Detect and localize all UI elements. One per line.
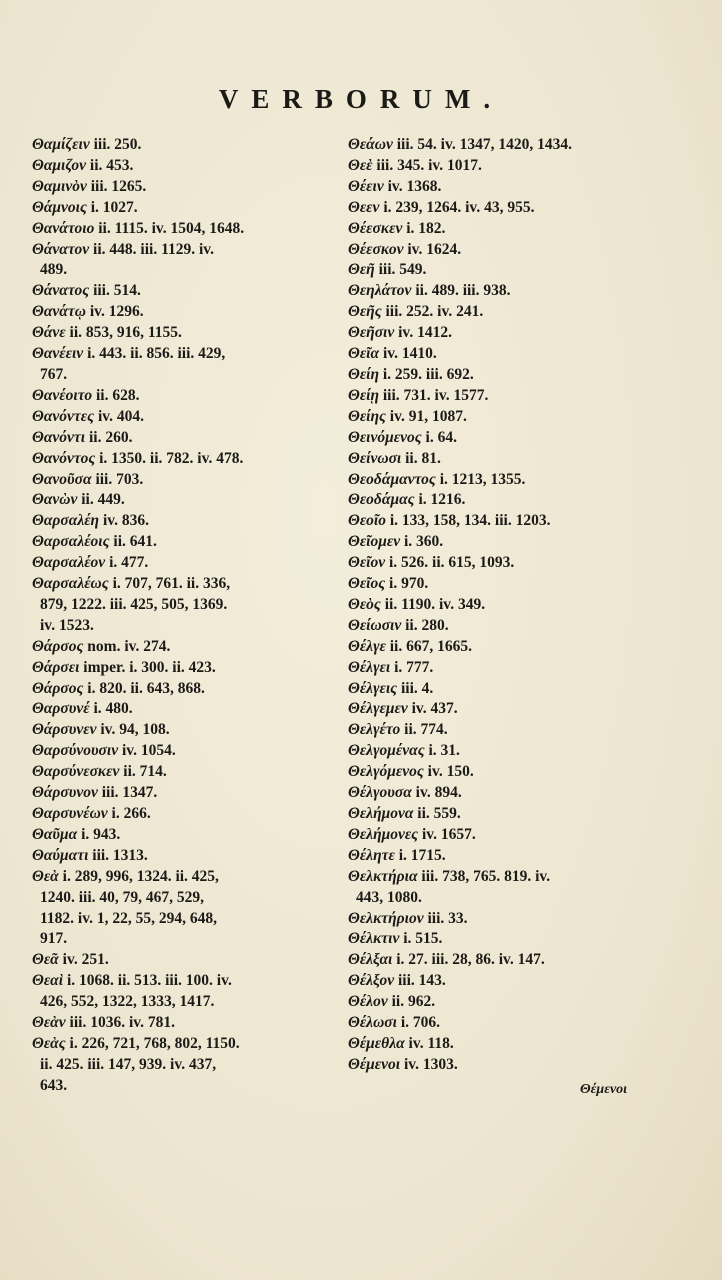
entry-references: i. 515. [403,930,443,948]
entry-headword: Θαμινὸν [32,177,87,195]
entry-references: i. 1216. [418,491,466,509]
index-entry [348,762,654,783]
entry-headword: Θελγέτο [348,721,401,739]
index-entry [32,302,330,323]
index-entry [348,909,654,930]
entry-references: iv. 404. [97,407,145,425]
entry-headword: Θαμιζον [32,156,87,174]
entry-headword: Θαρσαλέοις [32,533,110,551]
index-entry [32,804,330,825]
entry-references: iv. 94, 108. [100,721,170,739]
index-entry [348,595,654,616]
entry-references: ii. 962. [391,993,436,1011]
index-entry [348,428,654,449]
index-entry [32,386,330,407]
entry-headword: Θέλγεμεν [348,700,408,718]
entry-headword: Θελήμονα [348,805,414,822]
entry-headword: Θέμεθλα [348,1034,405,1052]
index-entry [348,637,654,658]
entry-references: ii. 453. [89,156,134,174]
index-entry [348,741,654,762]
entry-headword: Θεὸς [348,595,381,613]
entry-headword: Θάρσυνεν [32,721,97,739]
entry-references: ii. 489. iii. 938. [415,282,511,300]
entry-references: ii. 449. [81,491,125,509]
index-entry [348,804,654,825]
entry-continuation: 917. [40,930,68,948]
entry-headword: Θαρσύνουσιν [32,742,119,760]
index-entry [348,470,654,491]
index-entry [348,1034,654,1055]
entry-references: i. 706. [400,1014,440,1032]
index-entry [32,240,330,261]
index-entry [348,365,654,386]
entry-headword: Θάνε [32,324,66,342]
entry-references: iii. 54. iv. 1347, 1420, 1434. [396,136,572,153]
entry-headword: Θέεσκον [348,240,404,258]
index-entry [32,783,330,804]
index-entry [348,616,654,637]
entry-references: iv. 1657. [421,825,476,843]
index-entry [32,762,330,783]
entry-headword: Θάνατον [32,240,90,258]
entry-headword: Θείη [348,365,379,383]
index-entry [348,699,654,720]
index-entry [32,198,330,219]
index-entry [348,240,654,261]
entry-references: iii. 1347. [101,784,158,802]
index-entry [348,929,654,950]
catchword: Θέμενοι [580,1082,628,1097]
entry-headword: Θελκτήριον [348,909,424,927]
index-entry [348,260,654,281]
entry-references: ii. 628. [95,386,140,404]
index-entry [348,867,654,888]
entry-references: i. 259. iii. 692. [382,365,474,383]
index-entry [348,156,654,177]
entry-headword: Θεῖομεν [348,533,401,551]
index-entry [348,407,654,428]
entry-references: iii. 549. [378,261,427,279]
entry-headword: Θεαὶ [32,972,64,990]
entry-headword: Θεῖος [348,575,386,593]
entry-headword: Θάνατος [32,282,90,300]
entry-headword: Θαμίζειν [32,136,90,153]
entry-headword: Θεῆς [348,303,382,321]
index-entry [32,532,330,553]
index-entry [32,511,330,532]
entry-continuation: iv. 1523. [40,616,94,634]
entry-headword: Θεοῖο [348,512,386,530]
entry-references: ii. 559. [417,805,461,822]
entry-references: iii. 731. iv. 1577. [382,386,489,404]
entry-references: iv. 150. [427,763,474,781]
entry-continuation: ii. 425. iii. 147, 939. iv. 437, [40,1055,217,1073]
entry-headword: Θείνωσι [348,449,402,467]
index-entry [32,720,330,741]
entry-headword: Θέλγουσα [348,784,412,802]
entry-references: imper. i. 300. ii. 423. [83,658,216,676]
entry-references: iv. 1624. [407,240,462,258]
index-entry [348,574,654,595]
running-header: VERBORUM. [218,84,504,114]
entry-references: iv. 1303. [403,1055,458,1073]
entry-references: i. 239, 1264. iv. 43, 955. [383,198,535,216]
index-entry [348,950,654,971]
index-entry [348,532,654,553]
entry-headword: Θέεσκεν [348,219,403,237]
index-entry [32,428,330,449]
index-entry [348,846,654,867]
entry-references: i. 526. ii. 615, 1093. [389,554,515,572]
entry-continuation: 426, 552, 1322, 1333, 1417. [40,993,215,1011]
entry-references: i. 360. [403,533,444,551]
entry-references: iv. 894. [415,784,462,802]
entry-headword: Θανέειν [32,345,84,363]
entry-references: i. 1213, 1355. [439,470,526,488]
entry-headword: Θανόντι [32,428,86,446]
index-entry [348,198,654,219]
entry-references: ii. 774. [404,721,448,739]
index-entry [348,783,654,804]
entry-headword: Θεὰς [32,1034,66,1052]
entry-headword: Θέλωσι [348,1014,397,1032]
entry-headword: Θανέοιτο [32,386,93,404]
entry-references: i. 777. [394,658,434,676]
index-entry [348,825,654,846]
entry-continuation: 443, 1080. [356,888,422,906]
index-entry [348,281,654,302]
entry-headword: Θέλγεις [348,679,398,697]
entry-references: iii. 514. [93,282,141,300]
index-entry [32,219,330,240]
index-entry [348,449,654,470]
entry-references: ii. 81. [405,449,441,467]
entry-headword: Θέλητε [348,846,395,864]
entry-references: ii. 714. [123,763,167,781]
entry-references: iv. 1054. [121,742,176,760]
entry-references: i. 27. iii. 28, 86. iv. 147. [396,951,545,969]
entry-references: iii. 1265. [90,177,147,195]
index-entry [348,679,654,700]
index-entry [32,407,330,428]
entry-references: i. 1068. ii. 513. iii. 100. iv. [66,972,232,990]
index-entry [32,699,330,720]
index-entry [348,720,654,741]
entry-references: i. 266. [111,805,151,822]
entry-headword: Θεῖον [348,554,386,572]
index-entry [32,449,330,470]
entry-references: i. 443. ii. 856. iii. 429, [87,345,226,363]
entry-headword: Θέλξαι [348,951,393,969]
entry-references: iv. 91, 1087. [389,407,467,425]
entry-references: ii. 853, 916, 1155. [69,324,182,342]
entry-references: i. 1715. [398,846,446,864]
entry-references: ii. 667, 1665. [389,637,472,655]
entry-headword: Θέλκτιν [348,930,400,948]
entry-headword: Θεὰ [32,867,59,885]
entry-headword: Θείης [348,407,386,425]
index-entry [32,574,330,595]
entry-references: i. 1027. [90,198,138,216]
entry-headword: Θεᾶ [32,951,59,969]
entry-references: i. 477. [109,554,149,572]
entry-headword: Θαρσυνέων [32,805,108,822]
entry-headword: Θελγόμενος [348,763,424,781]
entry-headword: Θάρσει [32,658,80,676]
entry-references: iv. 437. [411,700,458,718]
entry-headword: Θεὰν [32,1014,66,1032]
index-entry [32,553,330,574]
entry-headword: Θέλον [348,993,388,1011]
entry-references: iv. 1368. [387,177,442,195]
index-entry [348,971,654,992]
entry-headword: Θελγομένας [348,742,425,760]
entry-references: i. 289, 996, 1324. ii. 425, [62,867,219,885]
index-entry [32,825,330,846]
entry-references: iv. 251. [62,951,109,969]
entry-references: iv. 836. [102,512,150,530]
entry-references: i. 133, 158, 134. iii. 1203. [389,512,551,530]
entry-continuation: 879, 1222. iii. 425, 505, 1369. [40,595,228,613]
index-entry [348,553,654,574]
index-entry [32,344,330,365]
entry-references: i. 480. [93,700,133,718]
entry-headword: Θέλγε [348,637,386,655]
entry-references: iv. 1412. [398,324,452,342]
entry-headword: Θάρσος [32,637,84,655]
index-entry [32,658,330,679]
entry-headword: Θανόντες [32,407,95,425]
index-entry [348,386,654,407]
index-entry [348,490,654,511]
index-entry [32,846,330,867]
index-entry [348,302,654,323]
entry-headword: Θεῆσιν [348,324,395,342]
entry-references: i. 970. [389,575,429,593]
entry-headword: Θανοῦσα [32,470,92,488]
entry-references: i. 182. [406,219,446,237]
index-entry [32,323,330,344]
entry-references: iii. 1036. iv. 781. [69,1014,176,1032]
entry-headword: Θαρσαλέως [32,575,109,593]
entry-references: iv. 118. [408,1034,454,1052]
index-entry [32,1034,330,1055]
entry-references: iii. 33. [427,909,468,927]
index-entry [348,1013,654,1034]
entry-continuation: 643. [40,1076,68,1094]
entry-references: iii. 703. [95,470,144,488]
index-entry [32,637,330,658]
index-entry [348,135,654,156]
entry-references: ii. 280. [405,616,449,634]
entry-continuation: 1182. iv. 1, 22, 55, 294, 648, [40,909,217,927]
index-entry [32,867,330,888]
entry-references: i. 64. [425,428,457,446]
index-entry [32,950,330,971]
entry-headword: Θελκτήρια [348,867,418,885]
index-entry [32,156,330,177]
index-entry [32,679,330,700]
entry-references: i. 943. [81,825,121,843]
entry-headword: Θελήμονες [348,825,419,843]
entry-references: iii. 738, 765. 819. iv. [421,867,551,885]
entry-references: iii. 252. iv. 241. [385,303,484,321]
entry-references: iv. 1410. [382,345,437,363]
index-entry [348,177,654,198]
entry-headword: Θεοδάμαντος [348,470,436,488]
index-entry [348,323,654,344]
entry-headword: Θαρσαλέη [32,512,100,530]
entry-headword: Θεηλάτον [348,282,412,300]
entry-references: i. 707, 761. ii. 336, [112,575,231,593]
entry-headword: Θεοδάμας [348,491,415,509]
index-entry [348,344,654,365]
entry-continuation: 1240. iii. 40, 79, 467, 529, [40,888,205,906]
entry-references: iii. 1313. [92,846,148,864]
entry-headword: Θέειν [348,177,384,195]
entry-references: i. 1350. ii. 782. iv. 478. [99,449,244,467]
index-entry [32,490,330,511]
entry-continuation: 767. [40,365,68,383]
index-entry [348,992,654,1013]
entry-headword: Θέλγει [348,658,391,676]
entry-headword: Θεῆ [348,261,375,279]
entry-headword: Θεεν [348,198,380,216]
entry-headword: Θείῃ [348,386,379,404]
entry-headword: Θανὼν [32,491,78,509]
entry-references: iv. 1296. [89,303,144,321]
entry-headword: Θεῖα [348,345,380,363]
entry-references: ii. 641. [113,533,157,551]
entry-headword: Θάμνοις [32,198,87,216]
entry-references: iii. 250. [93,136,142,153]
entry-headword: Θέμενοι [348,1055,401,1073]
entry-headword: Θείωσιν [348,616,402,634]
index-entry [348,658,654,679]
entry-headword: Θεινόμενος [348,428,422,446]
entry-references: nom. iv. 274. [87,637,171,655]
index-column-left [32,135,330,1097]
entry-references: i. 226, 721, 768, 802, 1150. [69,1034,240,1052]
index-entry [32,135,330,156]
entry-headword: Θάρσος [32,679,84,697]
index-entry [348,1055,654,1076]
index-entry [32,741,330,762]
entry-references: i. 31. [428,742,460,760]
index-entry [32,1013,330,1034]
entry-references: ii. 1190. iv. 349. [384,595,486,613]
entry-headword: Θάρσυνον [32,784,98,802]
entry-headword: Θεάων [348,136,393,153]
index-entry [32,281,330,302]
entry-headword: Θαῦμα [32,825,78,843]
entry-headword: Θανάτῳ [32,303,86,321]
index-entry [32,177,330,198]
entry-continuation: 489. [40,261,68,279]
entry-references: ii. 448. iii. 1129. iv. [93,240,215,258]
entry-headword: Θανόντος [32,449,96,467]
index-entry [32,971,330,992]
index-column-right [348,135,654,1076]
entry-references: iii. 4. [400,679,434,697]
entry-headword: Θανάτοιο [32,219,95,237]
entry-headword: Θαρσυνέ [32,700,90,718]
entry-headword: Θεὲ [348,156,373,174]
entry-references: iii. 345. iv. 1017. [376,156,482,174]
entry-headword: Θαρσύνεσκεν [32,763,120,781]
entry-headword: Θέλξον [348,972,395,990]
entry-references: iii. 143. [397,972,446,990]
entry-references: i. 820. ii. 643, 868. [87,679,205,697]
entry-references: ii. 260. [88,428,133,446]
index-entry [348,511,654,532]
entry-references: ii. 1115. iv. 1504, 1648. [98,219,245,237]
entry-headword: Θαρσαλέον [32,554,106,572]
index-entry [348,219,654,240]
index-entry [32,470,330,491]
entry-headword: Θαύματι [32,846,89,864]
